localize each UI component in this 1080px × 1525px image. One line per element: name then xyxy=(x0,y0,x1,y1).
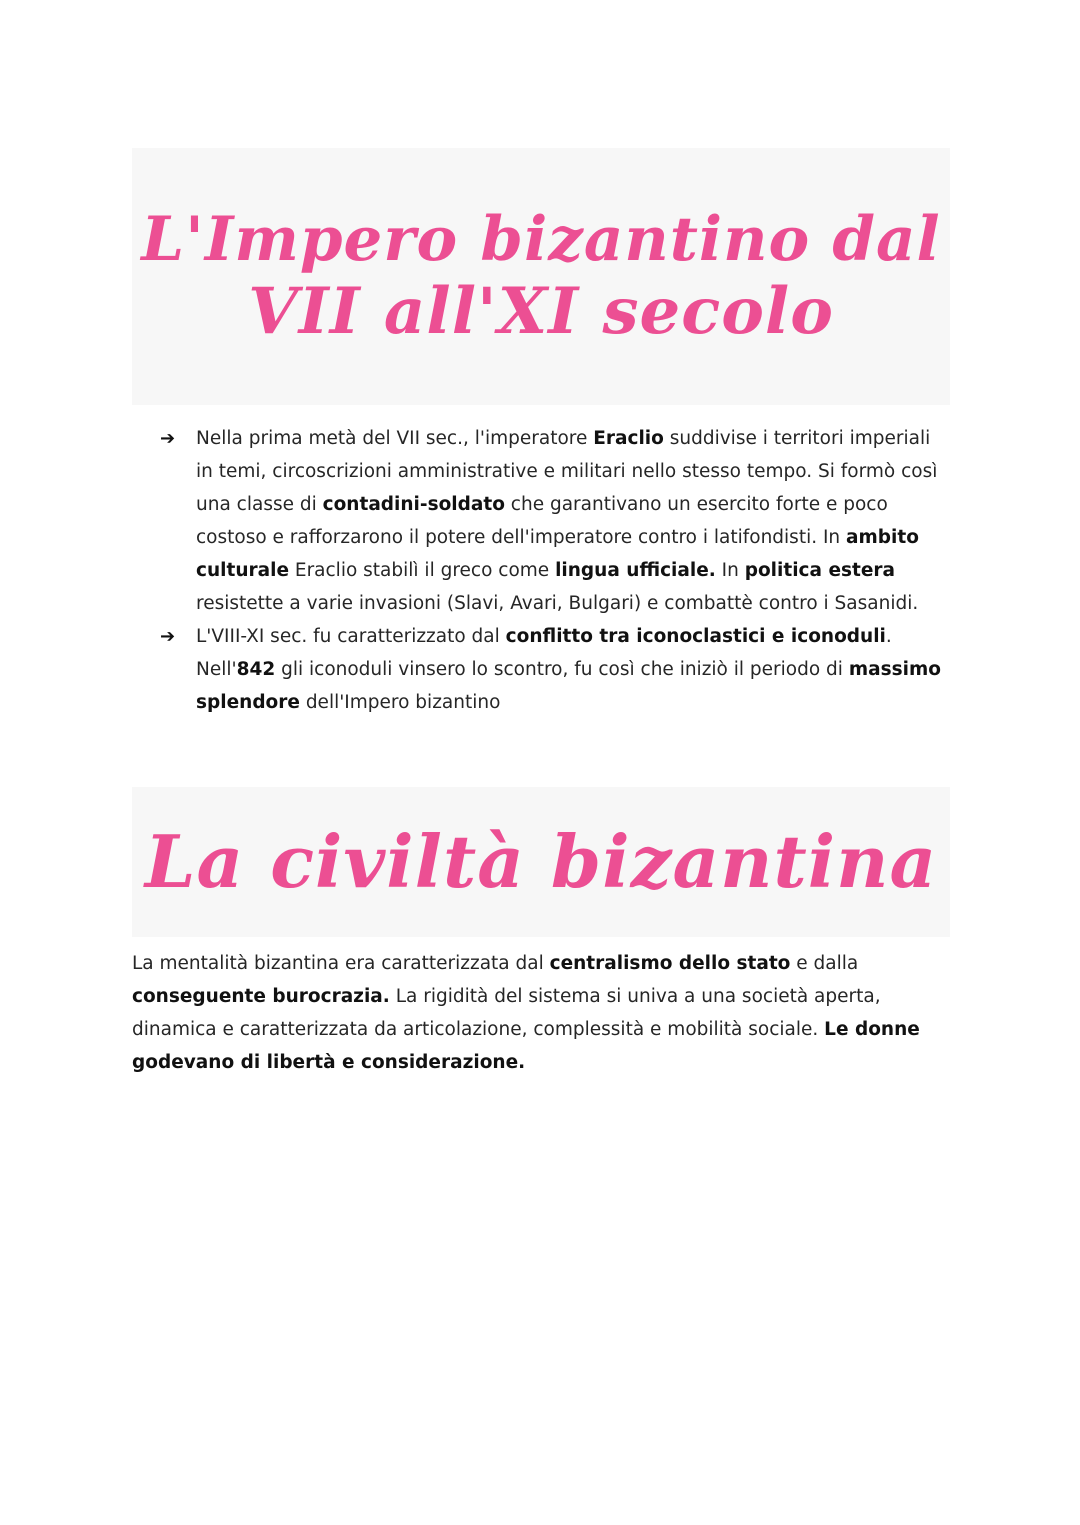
text-run: dell'Impero bizantino xyxy=(299,692,501,713)
page-title-line-2: VII all'XI secolo xyxy=(248,273,834,349)
bullet-list xyxy=(160,422,950,719)
bold-text: centralismo dello stato xyxy=(549,953,791,974)
title-banner-civilta xyxy=(132,787,950,937)
bold-text: Le donne godevano di libertà e considerazione. xyxy=(132,1019,920,1073)
title-banner-impero xyxy=(132,148,950,405)
text-run: Nella prima metà del VII sec., l'imperatore xyxy=(196,428,594,449)
page-title-line-1: L'Impero bizantino dal xyxy=(141,203,941,275)
bullet-text xyxy=(196,428,937,614)
text-run: . Nell' xyxy=(196,626,892,680)
text-run: suddivise i territori imperiali in temi, circoscrizioni amministrative e militari nello stesso tempo. Si formò così una classe di xyxy=(196,428,938,515)
text-run: La mentalità bizantina era caratterizzata dal xyxy=(132,953,550,974)
list-item xyxy=(160,422,950,620)
bold-text: conseguente burocrazia. xyxy=(132,986,390,1007)
arrow-right-icon: ➔ xyxy=(160,428,176,449)
bold-text: massimo splendore xyxy=(196,659,941,713)
text-run: che garantivano un esercito forte e poco costoso e rafforzarono il potere dell'imperatore contro i latifondisti. In xyxy=(196,494,888,548)
bold-text: conflitto tra iconoclastici e iconoduli xyxy=(505,626,886,647)
text-run: e dalla xyxy=(790,953,859,974)
bullet-text xyxy=(196,626,941,713)
list-item xyxy=(160,620,950,719)
text-run: gli iconoduli vinsero lo scontro, fu così che iniziò il periodo di xyxy=(275,659,849,680)
text-run: resistette a varie invasioni (Slavi, Avari, Bulgari) e combattè contro i Sasanidi. xyxy=(196,593,919,614)
text-run: L'VIII-XI sec. fu caratterizzato dal xyxy=(196,626,506,647)
arrow-right-icon: ➔ xyxy=(160,626,176,647)
text-run: In xyxy=(715,560,745,581)
bold-text: Eraclio xyxy=(593,428,664,449)
bold-text: contadini-soldato xyxy=(322,494,505,515)
text-run: La rigidità del sistema si univa a una società aperta, dinamica e caratterizzata da articolazione, complessità e mobilità sociale. xyxy=(132,986,881,1040)
text-run: Eraclio stabilì il greco come xyxy=(289,560,556,581)
section-title: La civiltà bizantina xyxy=(144,818,938,904)
bold-text: politica estera xyxy=(744,560,896,581)
bold-text: 842 xyxy=(236,659,276,680)
paragraph-civilta xyxy=(132,947,950,1079)
bold-text: lingua ufficiale. xyxy=(555,560,716,581)
bold-text: ambito culturale xyxy=(196,527,919,581)
